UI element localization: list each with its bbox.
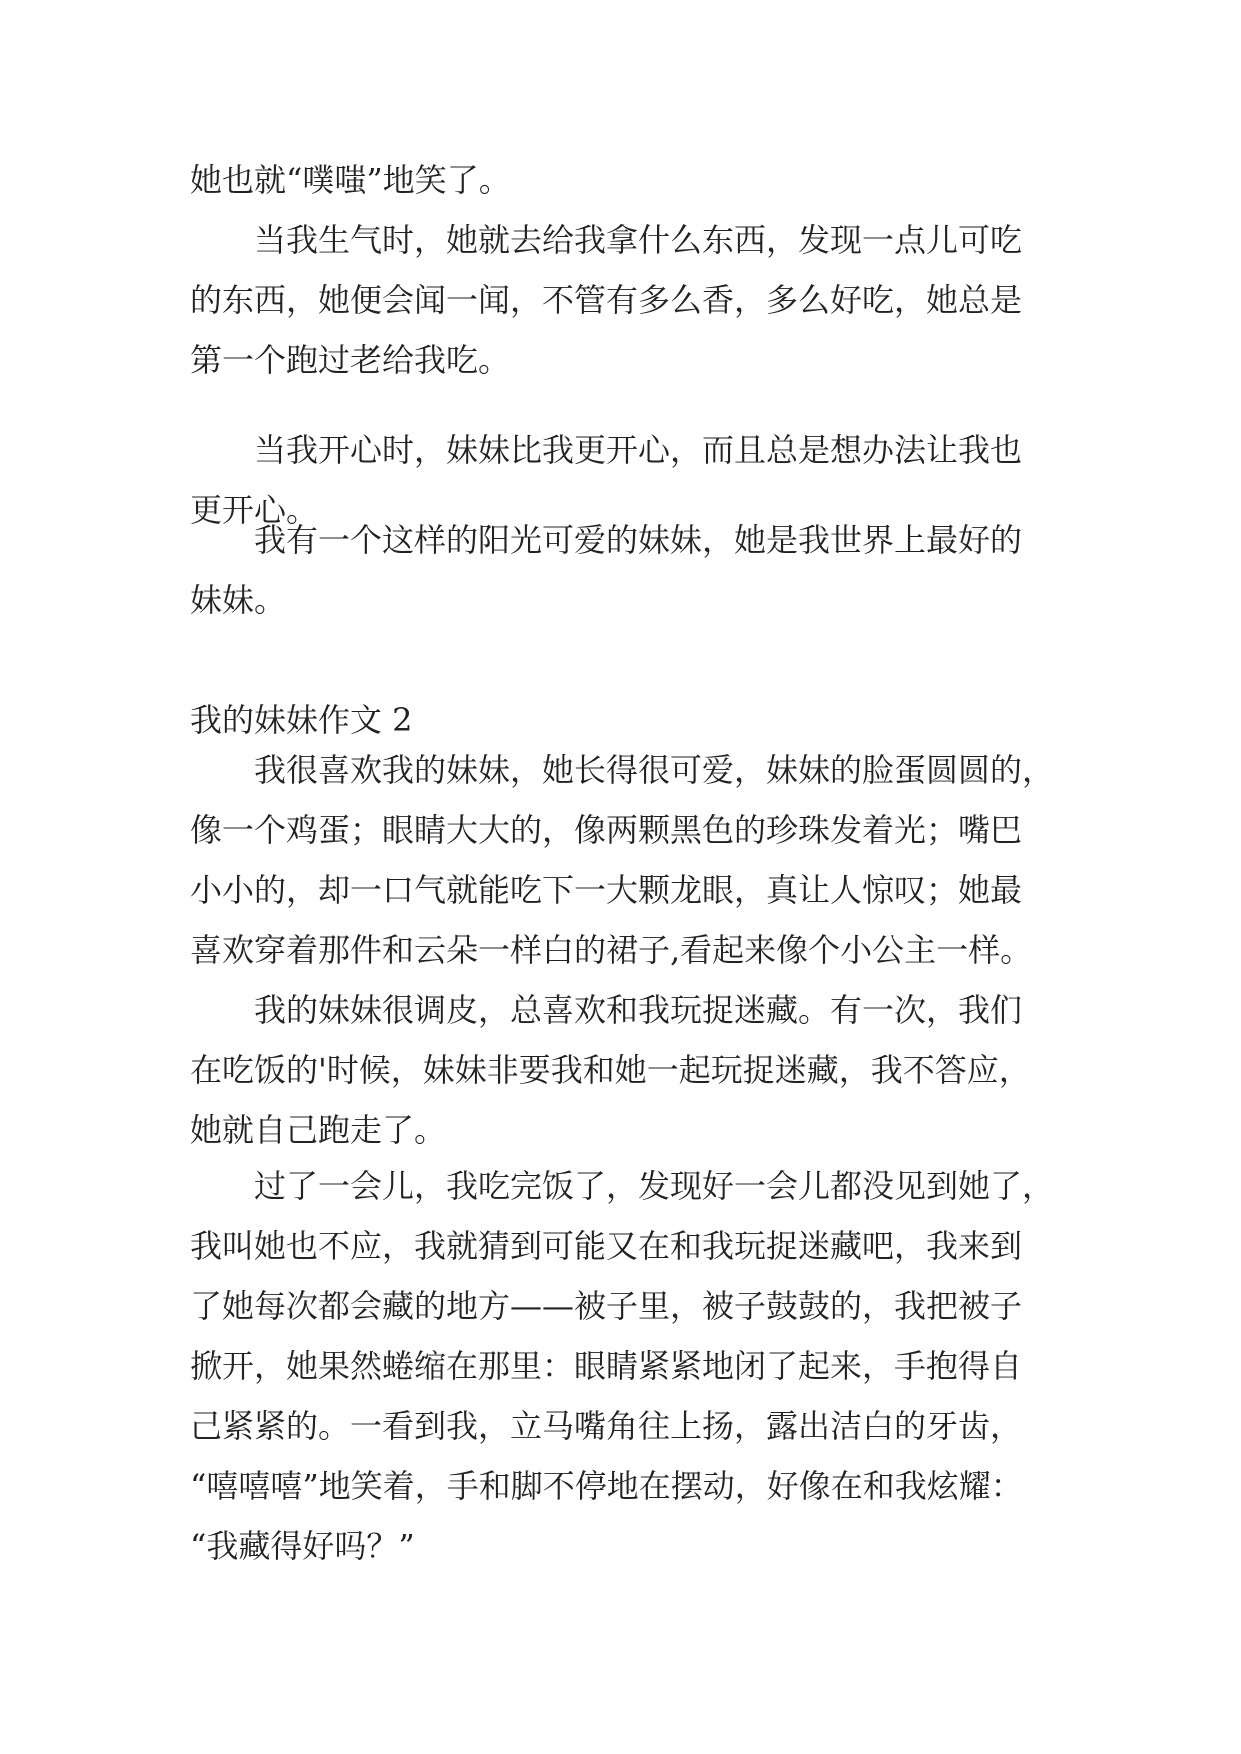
text-line: 我有一个这样的阳光可爱的妹妹，她是我世界上最好的 bbox=[254, 521, 1023, 559]
text-line: 我很喜欢我的妹妹，她长得很可爱，妹妹的脸蛋圆圆的， bbox=[254, 751, 1055, 789]
text-line: 掀开，她果然蜷缩在那里：眼睛紧紧地闭了起来，手抱得自 bbox=[190, 1347, 1023, 1385]
paragraph-1 bbox=[190, 150, 1050, 210]
paragraph-2 bbox=[190, 210, 1050, 390]
text-line: 更开心。 bbox=[190, 491, 319, 529]
text-line: 喜欢穿着那件和云朵一样白的裙子,看起来像个小公主一样。 bbox=[190, 931, 1033, 969]
text-line: 像一个鸡蛋；眼睛大大的，像两颗黑色的珍珠发着光；嘴巴 bbox=[190, 811, 1023, 849]
text-line: 当我开心时，妹妹比我更开心，而且总是想办法让我也 bbox=[254, 431, 1023, 469]
text-line: 我的妹妹很调皮，总喜欢和我玩捉迷藏。有一次，我们 bbox=[254, 991, 1023, 1029]
text-line: 的东西，她便会闻一闻，不管有多么香，多么好吃，她总是 bbox=[190, 281, 1023, 319]
paragraph-7 bbox=[190, 1156, 1055, 1576]
text-line: “我藏得好吗？” bbox=[190, 1527, 415, 1565]
text-line: 过了一会儿，我吃完饭了，发现好一会儿都没见到她了， bbox=[254, 1167, 1055, 1205]
text-line: 在吃饭的'时候，妹妹非要我和她一起玩捉迷藏，我不答应， bbox=[190, 1051, 1031, 1089]
text-line: 我叫她也不应，我就猜到可能又在和我玩捉迷藏吧，我来到 bbox=[190, 1227, 1023, 1265]
paragraph-5 bbox=[190, 740, 1055, 980]
text-line: 妹妹。 bbox=[190, 581, 287, 619]
paragraph-4 bbox=[190, 510, 1050, 630]
paragraph-6 bbox=[190, 980, 1050, 1160]
text-line: 她就自己跑走了。 bbox=[190, 1111, 447, 1149]
text-line: 了她每次都会藏的地方——被子里，被子鼓鼓的，我把被子 bbox=[190, 1287, 1023, 1325]
section-heading: 我的妹妹作文 2 bbox=[190, 701, 413, 739]
text-line: 当我生气时，她就去给我拿什么东西，发现一点儿可吃 bbox=[254, 221, 1023, 259]
text-line: 她也就“噗嗤”地笑了。 bbox=[190, 161, 511, 199]
text-line: 小小的，却一口气就能吃下一大颗龙眼，真让人惊叹；她最 bbox=[190, 871, 1023, 909]
text-line: 己紧紧的。一看到我，立马嘴角往上扬，露出洁白的牙齿， bbox=[190, 1407, 1023, 1445]
text-line: “嘻嘻嘻”地笑着，手和脚不停地在摆动，好像在和我炫耀： bbox=[190, 1467, 1023, 1505]
text-line: 第一个跑过老给我吃。 bbox=[190, 341, 511, 379]
